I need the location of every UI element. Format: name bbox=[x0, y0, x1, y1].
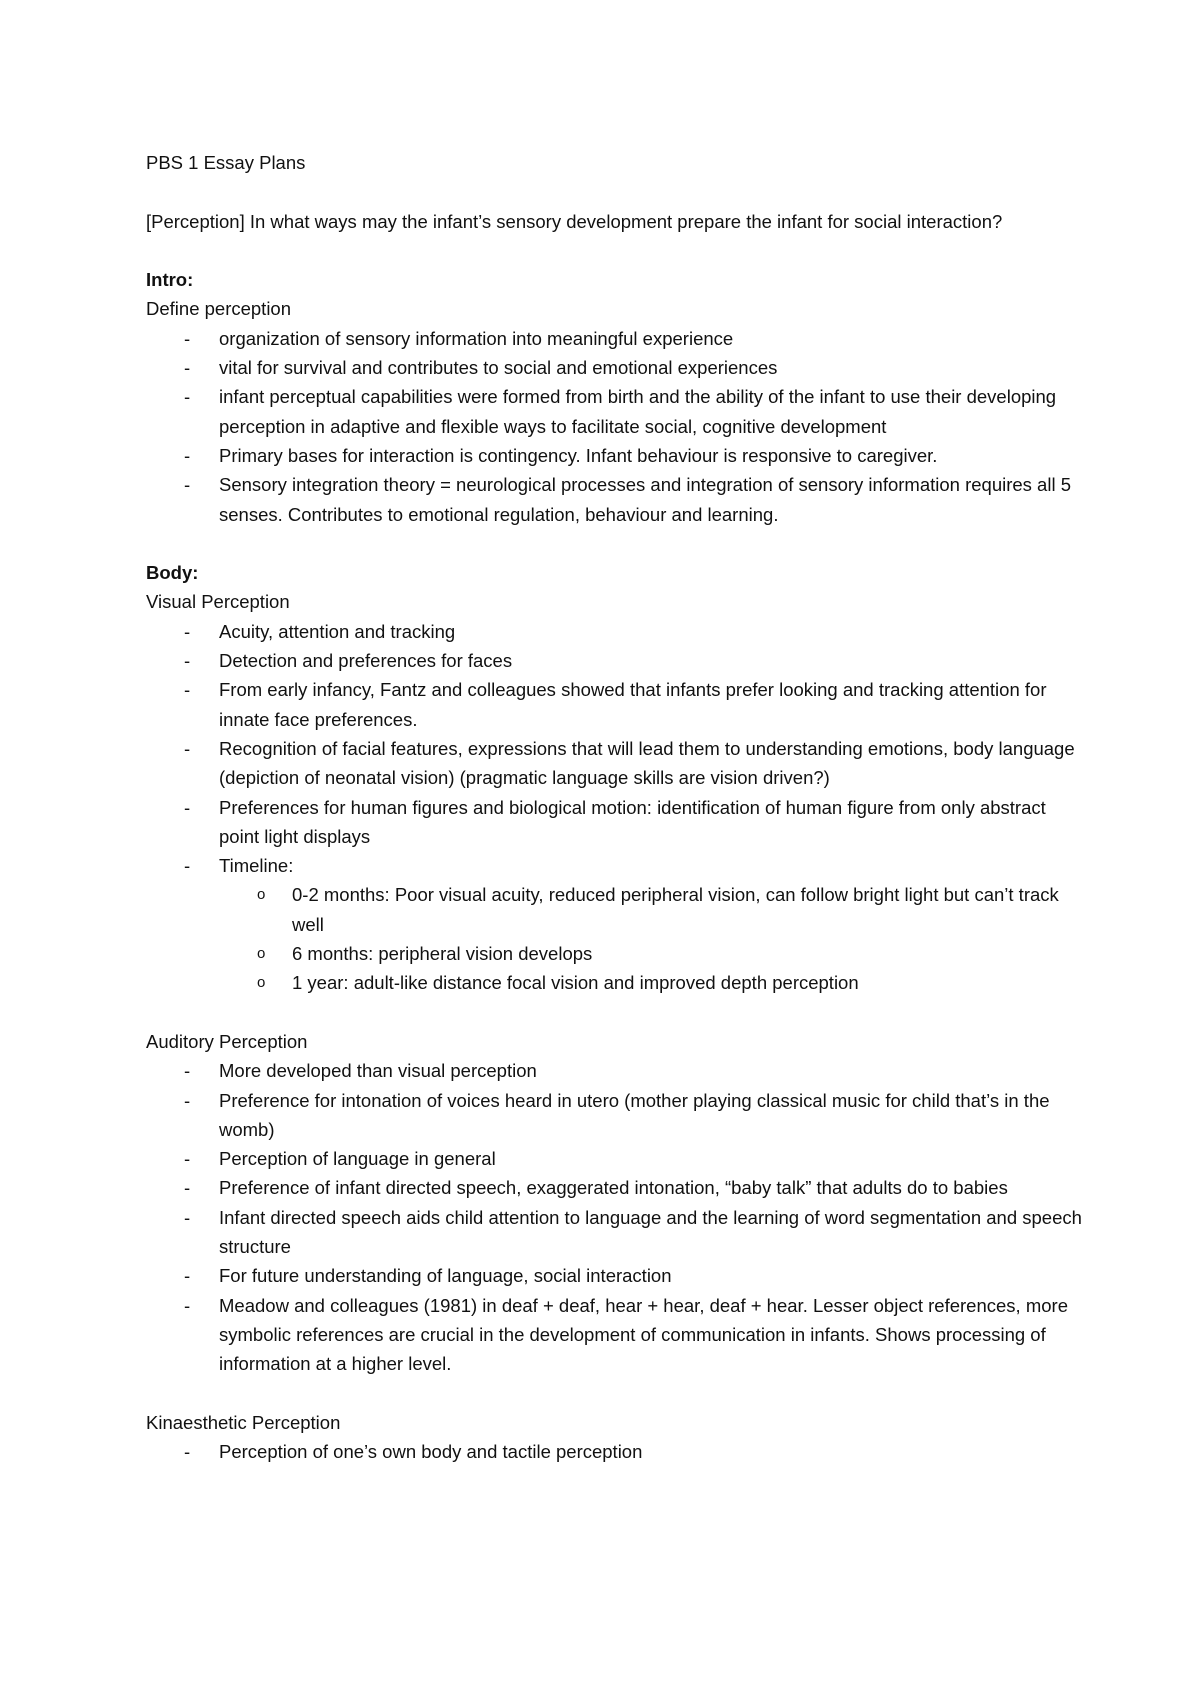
timeline-item bbox=[219, 968, 1086, 997]
dash-bullet: - bbox=[184, 1206, 191, 1228]
dash-bullet: - bbox=[184, 1294, 191, 1316]
timeline-item-text: 0-2 months: Poor visual acuity, reduced peripheral vision, can follow bright light but can’t track well bbox=[292, 884, 1059, 935]
kinaesthetic-perception-list bbox=[146, 1437, 1086, 1466]
timeline-item-text: 6 months: peripheral vision develops bbox=[292, 943, 593, 965]
essay-question: [Perception] In what ways may the infant’s sensory development prepare the infant for social interaction? bbox=[146, 210, 1003, 232]
visual-perception-subheading: Visual Perception bbox=[146, 591, 290, 613]
list-item-text: Preference for intonation of voices heard in utero (mother playing classical music for child that’s in the womb) bbox=[219, 1089, 1050, 1140]
document-title: PBS 1 Essay Plans bbox=[146, 152, 306, 173]
list-item-text: For future understanding of language, social interaction bbox=[219, 1265, 672, 1287]
list-item-text: More developed than visual perception bbox=[219, 1060, 537, 1082]
list-item bbox=[146, 1173, 1086, 1202]
timeline-item-text: 1 year: adult-like distance focal vision and improved depth perception bbox=[292, 972, 859, 994]
dash-bullet: - bbox=[184, 1265, 191, 1287]
list-item bbox=[146, 646, 1086, 675]
dash-bullet: - bbox=[184, 737, 191, 759]
list-item-text: vital for survival and contributes to social and emotional experiences bbox=[219, 357, 778, 379]
list-item bbox=[146, 1086, 1086, 1145]
visual-perception-list bbox=[146, 617, 1086, 998]
list-item-text: Infant directed speech aids child attention to language and the learning of word segmentation and speech structure bbox=[219, 1206, 1082, 1257]
dash-bullet: - bbox=[184, 1089, 191, 1111]
timeline-item bbox=[219, 880, 1086, 939]
timeline-item bbox=[219, 939, 1086, 968]
list-item bbox=[146, 617, 1086, 646]
list-item bbox=[146, 1291, 1086, 1379]
list-item-text: Acuity, attention and tracking bbox=[219, 620, 456, 642]
list-item-text: Detection and preferences for faces bbox=[219, 650, 513, 672]
circle-bullet: o bbox=[257, 945, 266, 963]
dash-bullet: - bbox=[184, 796, 191, 818]
list-item bbox=[146, 324, 1086, 353]
list-item-text: Meadow and colleagues (1981) in deaf + deaf, hear + hear, deaf + hear. Lesser object references, more symbolic references are crucial in the development of communication in infants. Shows processing of information at a higher level. bbox=[219, 1294, 1068, 1375]
list-item bbox=[146, 1203, 1086, 1262]
list-item bbox=[146, 793, 1086, 852]
list-item-text: Recognition of facial features, expressions that will lead them to understanding emotions, body language (depiction of neonatal vision) (pragmatic language skills are vision driven?) bbox=[219, 737, 1075, 789]
intro-subheading: Define perception bbox=[146, 298, 292, 320]
dash-bullet: - bbox=[184, 1148, 191, 1170]
dash-bullet: - bbox=[184, 650, 191, 672]
dash-bullet: - bbox=[184, 474, 191, 496]
intro-list bbox=[146, 324, 1086, 529]
dash-bullet: - bbox=[184, 679, 191, 701]
list-item bbox=[146, 470, 1086, 529]
dash-bullet: - bbox=[184, 386, 191, 408]
list-item-text: organization of sensory information into meaningful experience bbox=[219, 327, 734, 349]
list-item bbox=[146, 1261, 1086, 1290]
list-item-text: From early infancy, Fantz and colleagues showed that infants prefer looking and tracking attention for innate face preferences. bbox=[219, 679, 1047, 730]
list-item bbox=[146, 851, 1086, 997]
dash-bullet: - bbox=[184, 1441, 191, 1463]
list-item-text: Preference of infant directed speech, exaggerated intonation, “baby talk” that adults do to babies bbox=[219, 1177, 1008, 1199]
circle-bullet: o bbox=[257, 974, 266, 992]
body-heading: Body: bbox=[146, 562, 199, 584]
timeline-list bbox=[219, 880, 1086, 997]
list-item-text: Perception of language in general bbox=[219, 1148, 496, 1170]
dash-bullet: - bbox=[184, 1060, 191, 1082]
list-item-text: Preferences for human figures and biological motion: identification of human figure from only abstract point light displays bbox=[219, 796, 1046, 847]
kinaesthetic-perception-subheading: Kinaesthetic Perception bbox=[146, 1411, 341, 1433]
dash-bullet: - bbox=[184, 855, 191, 877]
auditory-perception-subheading: Auditory Perception bbox=[146, 1030, 308, 1052]
list-item-text: Perception of one’s own body and tactile perception bbox=[219, 1441, 643, 1463]
list-item bbox=[146, 675, 1086, 734]
list-item bbox=[146, 1144, 1086, 1173]
dash-bullet: - bbox=[184, 327, 191, 349]
list-item bbox=[146, 734, 1086, 793]
list-item bbox=[146, 1056, 1086, 1085]
list-item-text: Primary bases for interaction is contingency. Infant behaviour is responsive to caregiver. bbox=[219, 444, 938, 466]
auditory-perception-list bbox=[146, 1056, 1086, 1378]
list-item bbox=[146, 353, 1086, 382]
dash-bullet: - bbox=[184, 1177, 191, 1199]
list-item-text: Timeline: bbox=[219, 855, 294, 877]
list-item bbox=[146, 382, 1086, 441]
list-item bbox=[146, 441, 1086, 470]
dash-bullet: - bbox=[184, 444, 191, 466]
list-item-text: Sensory integration theory = neurological processes and integration of sensory information requires all 5 senses. Contributes to emotional regulation, behaviour and learning. bbox=[219, 474, 1071, 525]
circle-bullet: o bbox=[257, 886, 266, 904]
document-page bbox=[146, 148, 1086, 1466]
intro-heading: Intro: bbox=[146, 269, 194, 291]
dash-bullet: - bbox=[184, 620, 191, 642]
list-item bbox=[146, 1437, 1086, 1466]
dash-bullet: - bbox=[184, 357, 191, 379]
list-item-text: infant perceptual capabilities were formed from birth and the ability of the infant to use their developing perception in adaptive and flexible ways to facilitate social, cognitive development bbox=[219, 386, 1057, 437]
